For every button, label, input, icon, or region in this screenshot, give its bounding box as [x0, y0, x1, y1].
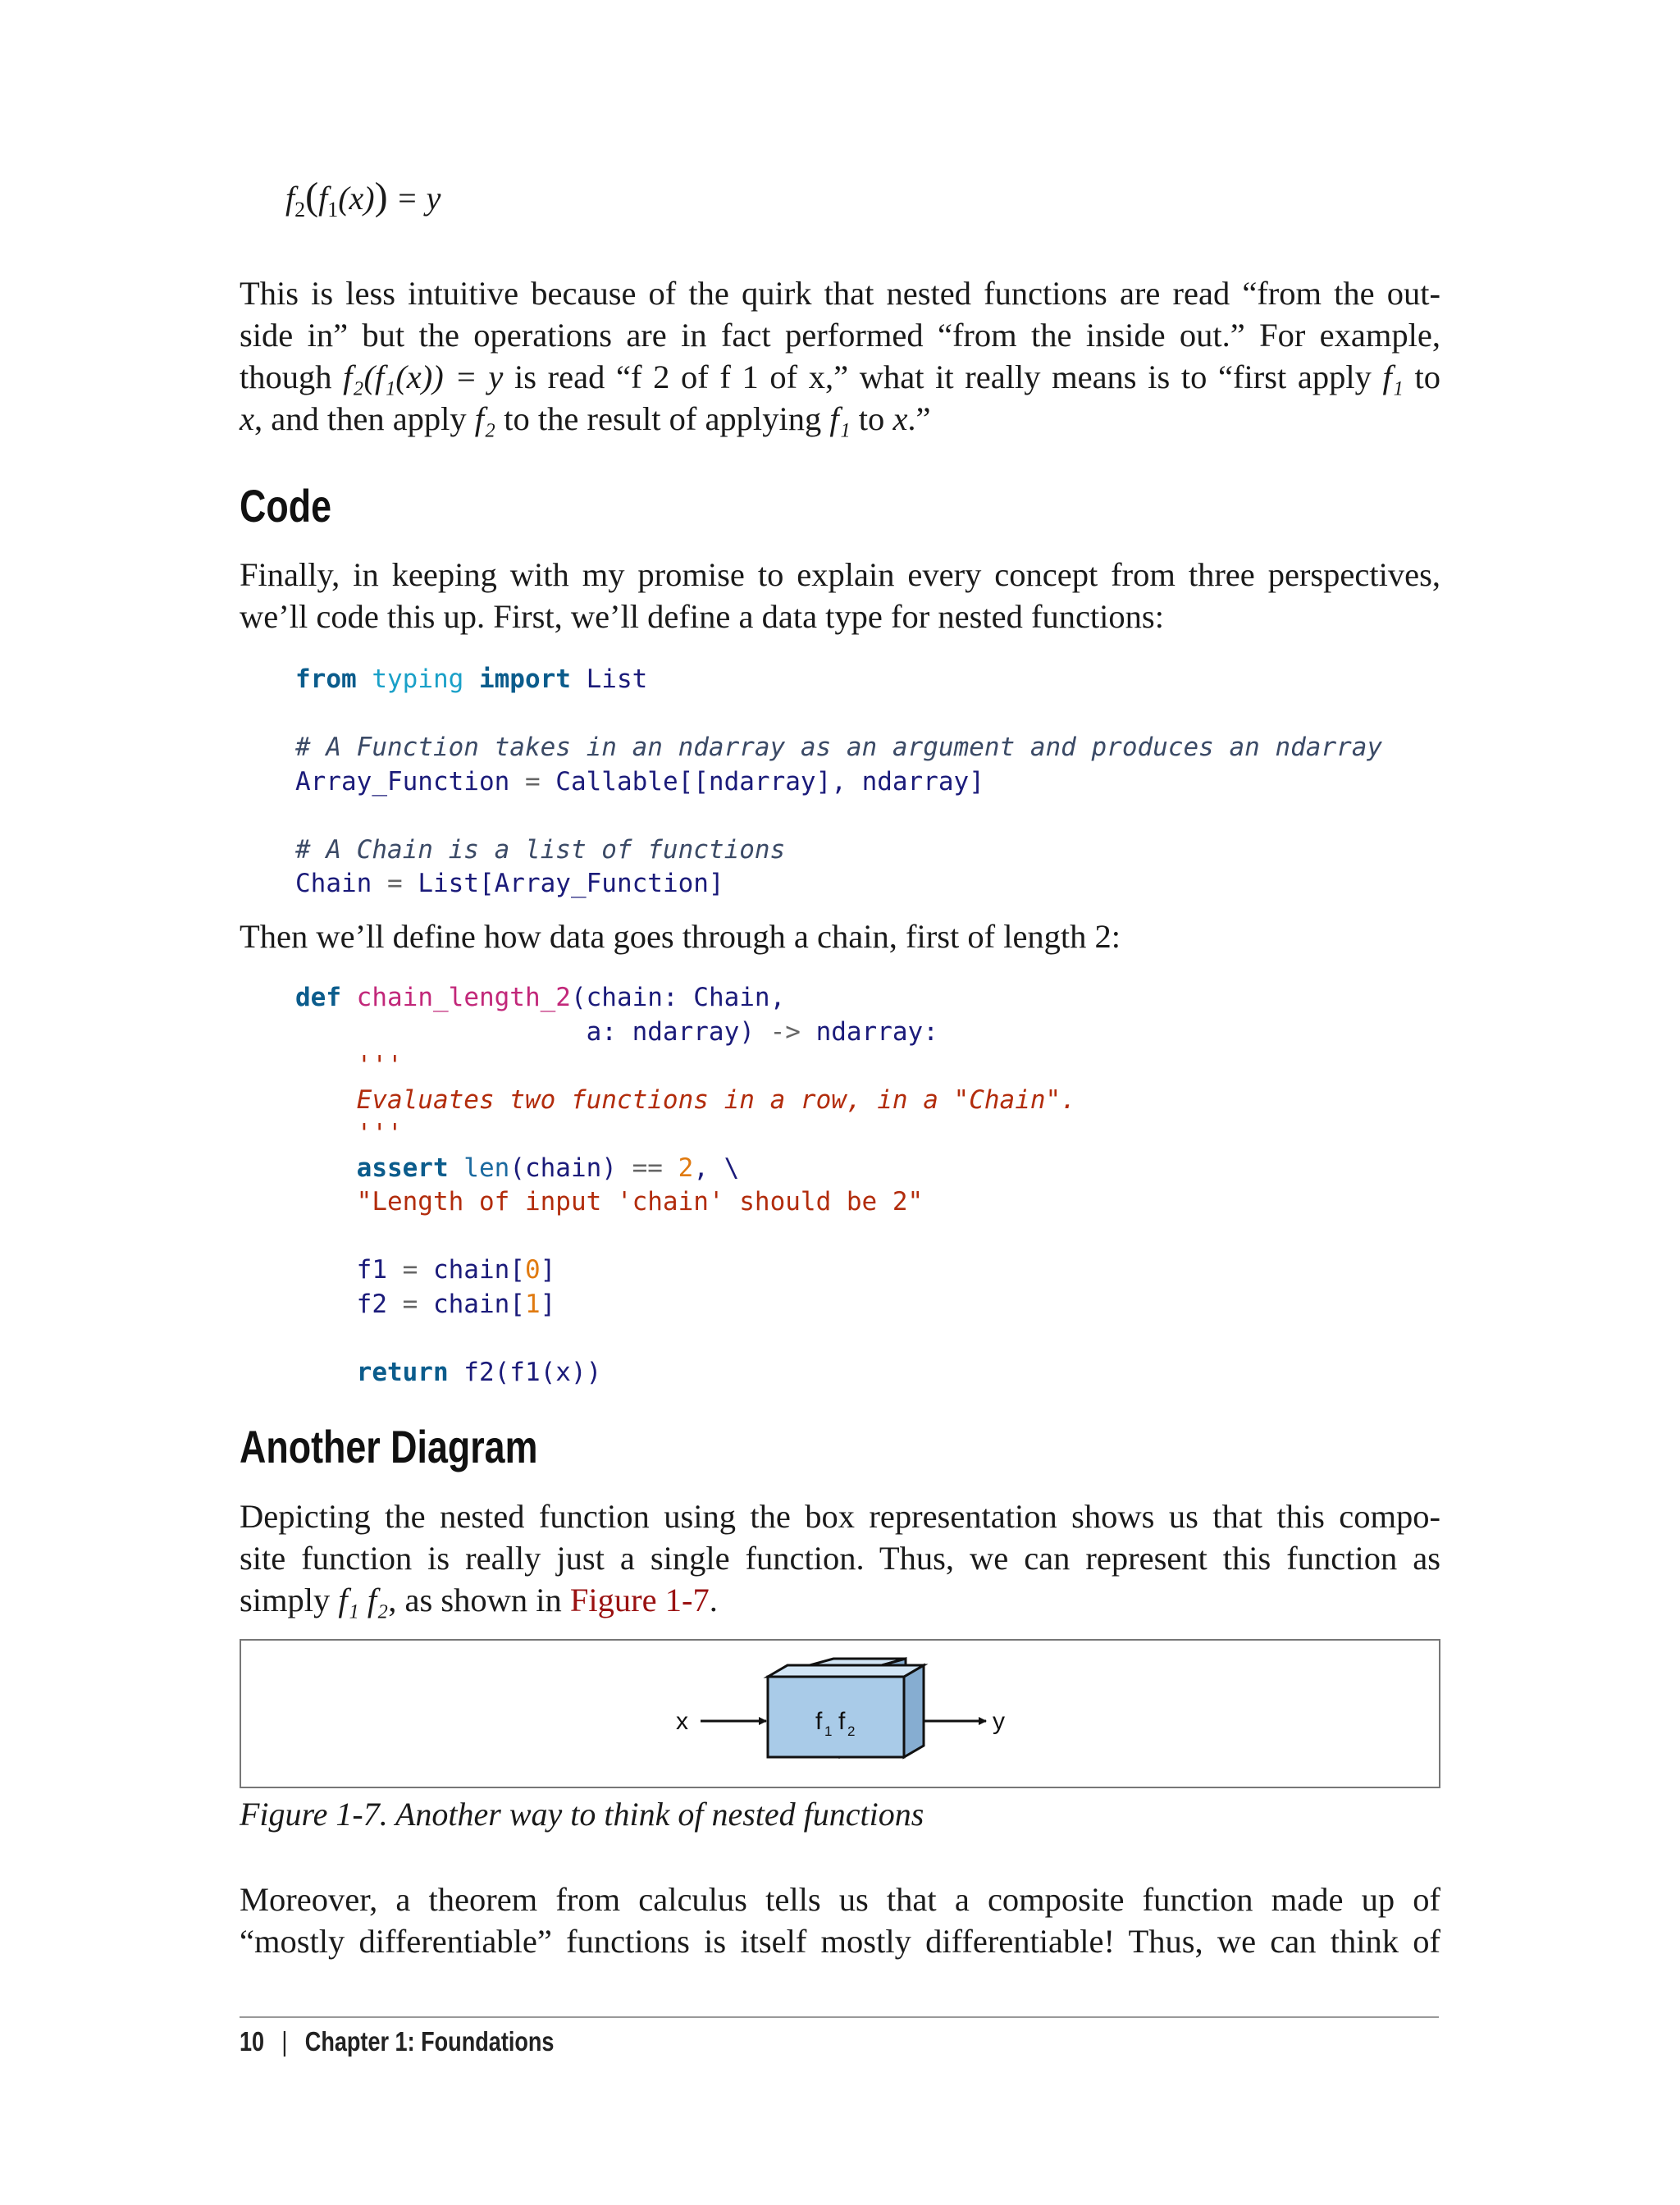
eq-rhs: = y: [387, 180, 441, 217]
code-line: return f2(f1(x)): [356, 1357, 602, 1387]
code-block-chain-length-2: [295, 981, 1076, 1390]
nested-function-diagram: [241, 1641, 1439, 1787]
diagram-paragraph: [240, 1495, 1440, 1621]
code-line: f2 = chain[1]: [356, 1289, 556, 1319]
intro-line-3: though f₂(f₁(x)) = y is read “f 2 of f 1 of x,” what it really means is to “first apply f₁ to: [240, 358, 1440, 395]
code-line: a: ndarray) -> ndarray:: [586, 1016, 938, 1047]
heading-another-diagram: Another Diagram: [240, 1421, 538, 1472]
diagram-line-1: Depicting the nested function using the box representation shows us that this compo-: [240, 1498, 1440, 1535]
code-block-types: [295, 663, 1382, 902]
code-para-line-2: we’ll code this up. First, we’ll define a data type for nested functions:: [240, 598, 1164, 635]
eq-sub2: 2: [294, 198, 306, 221]
then-paragraph: Then we’ll define how data goes through a chain, first of length 2:: [240, 918, 1121, 955]
eq-f2: f: [285, 180, 295, 217]
diagram-line-2: site function is really just a single function. Thus, we can represent this function as: [240, 1540, 1440, 1577]
footer-rule: [240, 2016, 1439, 2018]
eq-f1: f: [318, 180, 328, 217]
code-line: assert len(chain) == 2, \: [356, 1153, 740, 1183]
docstring-text: Evaluates two functions in a row, in a "Chain".: [356, 1084, 1076, 1115]
figure-1-7: [240, 1639, 1440, 1788]
assert-message: "Length of input 'chain' should be 2": [356, 1187, 924, 1217]
final-line-2: “mostly differentiable” functions is itself mostly differentiable! Thus, we can think of: [240, 1923, 1440, 1960]
intro-line-4: x, and then apply f₂ to the result of applying f₁ to x.”: [240, 400, 931, 437]
diagram-input-label: x: [676, 1708, 688, 1735]
page-footer: [240, 2026, 554, 2057]
heading-code: Code: [240, 480, 331, 532]
code-line: f1 = chain[0]: [356, 1255, 556, 1285]
chapter-title: Chapter 1: Foundations: [304, 2026, 555, 2057]
eq-arg: (x): [338, 180, 375, 217]
docstring-quote: ''': [356, 1051, 403, 1080]
final-line-1: Moreover, a theorem from calculus tells us that a composite function made up of: [240, 1881, 1440, 1918]
box-front-wide: [768, 1677, 904, 1757]
code-comment: # A Chain is a list of functions: [295, 834, 786, 865]
docstring-quote: ''': [356, 1119, 403, 1148]
code-intro-paragraph: [240, 554, 1440, 637]
page-number: 10: [240, 2026, 265, 2057]
code-line: def chain_length_2(chain: Chain,: [295, 983, 786, 1012]
code-line: Array_Function = Callable[[ndarray], ndarray]: [295, 766, 984, 797]
box-top-edge: [768, 1665, 924, 1677]
figure-reference-link[interactable]: Figure 1-7: [569, 1582, 710, 1618]
box-edge: [904, 1665, 924, 1757]
code-line: Chain = List[Array_Function]: [295, 869, 724, 898]
box-sub-1: 1: [824, 1723, 833, 1739]
code-line: from typing import List: [295, 664, 648, 694]
code-comment: # A Function takes in an ndarray as an argument and produces an ndarray: [295, 733, 1383, 762]
diagram-line-3: simply f₁ f₂, as shown in Figure 1-7.: [240, 1582, 718, 1618]
intro-paragraph: [240, 272, 1440, 440]
intro-line-1: This is less intuitive because of the quirk that nested functions are read “from the out-: [240, 275, 1440, 312]
box-label-f2: f: [838, 1708, 846, 1735]
box-sub-2: 2: [847, 1723, 856, 1739]
eq-sub1: 1: [327, 198, 339, 221]
figure-caption: Figure 1-7. Another way to think of nested functions: [240, 1796, 924, 1833]
final-paragraph: [240, 1879, 1440, 1962]
equation-top: $f_2(f_1(x)) = y$: [285, 175, 441, 221]
code-para-line-1: Finally, in keeping with my promise to explain every concept from three perspectives,: [240, 556, 1440, 593]
diagram-output-label: y: [993, 1708, 1005, 1735]
box-label-f1: f: [815, 1708, 823, 1735]
footer-separator: |: [281, 2026, 288, 2057]
intro-line-2: side in” but the operations are in fact performed “from the inside out.” For example,: [240, 317, 1440, 354]
